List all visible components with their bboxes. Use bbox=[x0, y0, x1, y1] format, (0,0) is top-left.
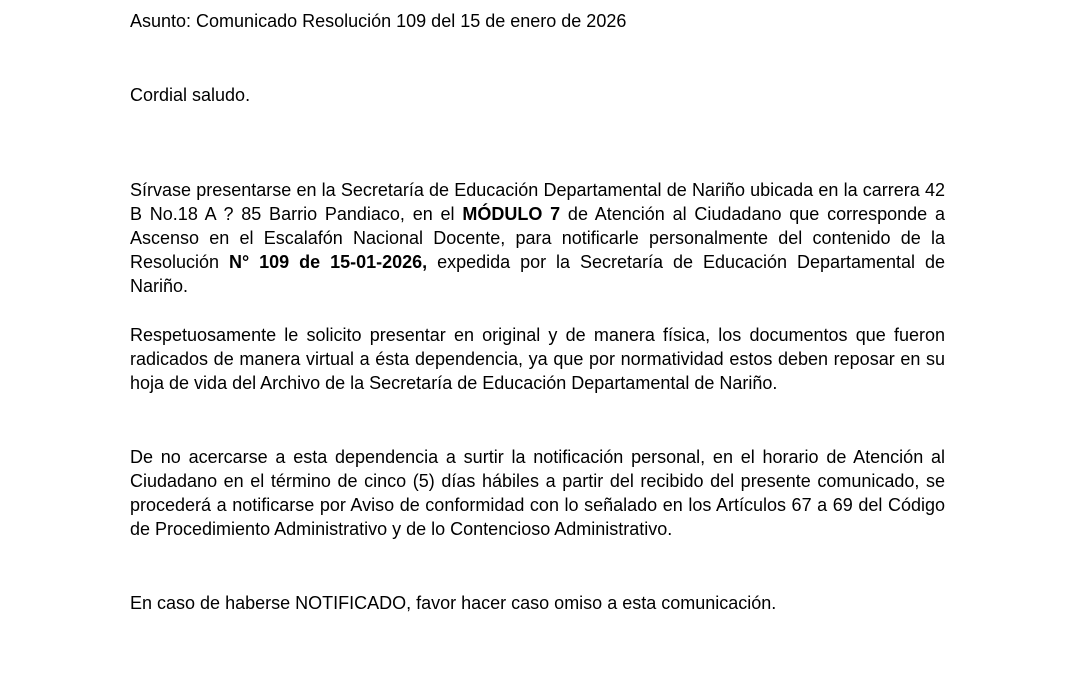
paragraph-documents: Respetuosamente le solicito presentar en original y de manera física, los documentos que fueron radicados de manera virtual a ésta dependencia, ya que por normatividad estos deben reposar en su hoja de vida del Archivo de la Secretaría de Educación Departamental de Nariño. bbox=[130, 325, 945, 393]
paragraph-text: expedida por la Secretaría de Educación Departamental de Nariño. bbox=[130, 252, 945, 296]
paragraph-notification bbox=[130, 178, 945, 298]
paragraph-warning: De no acercarse a esta dependencia a surtir la notificación personal, en el horario de Atención al Ciudadano en el término de cinco (5) días hábiles a partir del recibido del presente comunicado, se procederá a notificarse por Aviso de conformidad con lo señalado en los Artículos 67 a 69 del Código de Procedimiento Administrativo y de lo Contencioso Administrativo. bbox=[130, 447, 945, 539]
paragraph-text: de Atención al Ciudadano que corresponde a Ascenso en el Escalafón Nacional Docente, para notificarle personalmente del contenido de la Resolución bbox=[130, 204, 945, 272]
greeting: Cordial saludo. bbox=[130, 85, 251, 105]
module-label: MÓDULO 7 bbox=[462, 204, 561, 224]
closing-line: En caso de haberse NOTIFICADO, favor hacer caso omiso a esta comunicación. bbox=[130, 593, 777, 613]
subject-line: Asunto: Comunicado Resolución 109 del 15 de enero de 2026 bbox=[130, 11, 627, 31]
resolution-number: N° 109 de 15-01-2026, bbox=[229, 252, 428, 272]
paragraph-text: Sírvase presentarse en la Secretaría de Educación Departamental de Nariño ubicada en la carrera 42 B No.18 A ? 85 Barrio Pandiaco, en el bbox=[130, 180, 945, 224]
